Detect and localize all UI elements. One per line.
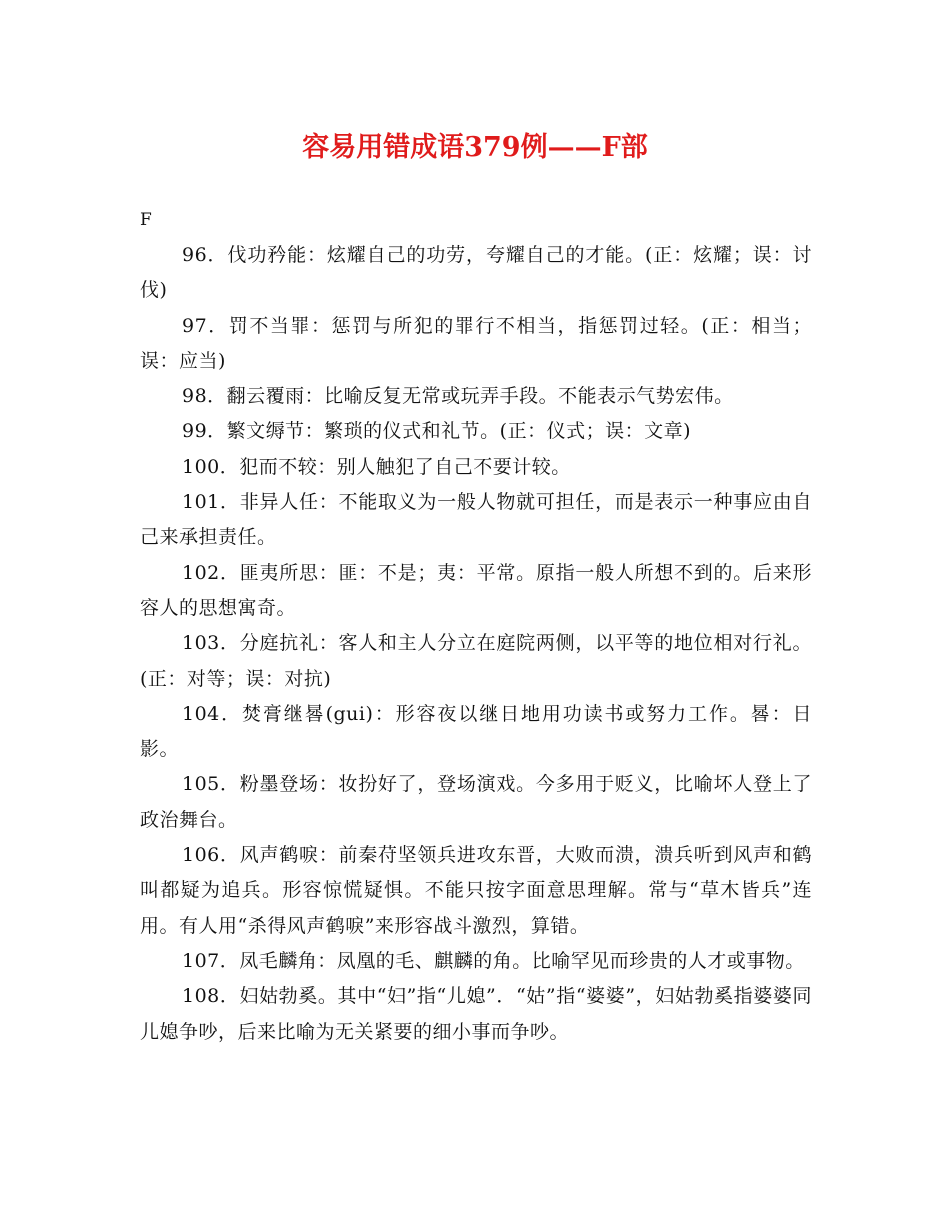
entry-105: 105．粉墨登场：妆扮好了，登场演戏。今多用于贬义，比喻坏人登上了政治舞台。 — [140, 773, 812, 831]
entry-102: 102．匪夷所思：匪：不是；夷：平常。原指一般人所想不到的。后来形容人的思想寓奇。 — [140, 561, 812, 619]
entry-104: 104．焚膏继晷(gui)：形容夜以继日地用功读书或努力工作。晷：日影。 — [140, 702, 812, 761]
entry-107: 107．凤毛麟角：凤凰的毛、麒麟的角。比喻罕见而珍贵的人才或事物。 — [182, 949, 805, 972]
section-letter: F — [140, 210, 152, 230]
entry-106: 106．风声鹤唳：前秦苻坚领兵进攻东晋，大败而溃，溃兵听到风声和鹤叫都疑为追兵。形容惊慌疑惧。不能只按字面意思理解。常与“草木皆兵”连用。有人用“杀得风声鹤唳”来形容战斗激烈，算错。 — [140, 844, 812, 937]
entry-108: 108．妇姑勃奚。其中“妇”指“儿媳”．“姑”指“婆婆”，妇姑勃奚指婆婆同儿媳争吵，后来比喻为无关紧要的细小事而争吵。 — [140, 985, 812, 1043]
page-title: 容易用错成语379例——F部 — [302, 132, 648, 163]
entry-103: 103．分庭抗礼：客人和主人分立在庭院两侧，以平等的地位相对行礼。(正：对等；误：对抗) — [140, 632, 812, 690]
entry-101: 101．非异人任：不能取义为一般人物就可担任，而是表示一种事应由自己来承担责任。 — [140, 491, 812, 549]
entry-98: 98．翻云覆雨：比喻反复无常或玩弄手段。不能表示气势宏伟。 — [182, 385, 734, 408]
entry-96: 96．伐功矜能：炫耀自己的功劳，夸耀自己的才能。(正：炫耀；误：讨伐) — [140, 244, 812, 302]
entry-99: 99．繁文缛节：繁琐的仪式和礼节。(正：仪式；误：文章) — [182, 420, 692, 443]
entry-97: 97．罚不当罪：惩罚与所犯的罪行不相当，指惩罚过轻。(正：相当；误：应当) — [140, 314, 812, 372]
entry-list — [140, 238, 812, 1050]
entry-100: 100．犯而不较：别人触犯了自己不要计较。 — [182, 455, 571, 478]
